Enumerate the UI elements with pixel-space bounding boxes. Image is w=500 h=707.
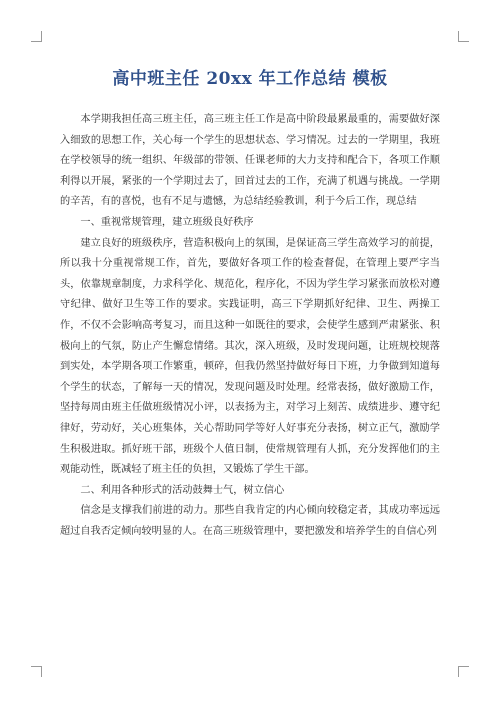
intro-paragraph: 本学期我担任高三班主任，高三班主任工作是高中阶段最累最重的，需要做好深入细致的思想工作，关心每一个学生的思想状态、学习情况。过去的一学期里，我班在学校领导的统一组织、年级部的带领、任课老师的大力支持和配合下，各项工作顺利得以开展，紧张的一个学期过去了，回首过去的工作，充满了机遇与挑战。一学期的辛苦，有的喜悦，也有不足与遗憾，为总结经验教训，利于今后工作，现总结: [60, 114, 440, 208]
document-body: [60, 110, 440, 542]
section-heading-2: 二、利用各种形式的活动鼓舞士气，树立信心: [80, 484, 285, 496]
crop-mark-bottom-right: [458, 666, 469, 677]
document-title: 高中班主任 20xx 年工作总结 模板: [112, 69, 388, 89]
section-2-paragraph: 信念是支撑我们前进的动力。那些自我肯定的内心倾向较稳定者，其成功率远远超过自我否定倾向较明显的人。在高三班级管理中，要把激发和培养学生的自信心列: [60, 505, 440, 537]
crop-mark-top-right: [458, 31, 469, 42]
section-1-paragraph: 建立良好的班级秩序，营造积极向上的氛围，是保证高三学生高效学习的前提，所以我十分重视常规工作，首先，要做好各项工作的检查督促，在管理上要严字当头，依靠规章制度，力求科学化、规范化，程序化，不因为学生学习紧张而放松对遵守纪律、做好卫生等工作的要求。实践证明，高三下学期抓好纪律、卫生、两操工作，不仅不会影响高考复习，而且这种一如既往的要求，会使学生感到严肃紧张、积极向上的气氛，防止产生懈怠情绪。其次，深入班级，及时发现问题，让班规校规落到实处，本学期各项工作繁重，顿碎，但我仍然坚持做好每日下班，力争做到知道每个学生的状态，了解每一天的情况，发现问题及时处理。经常表扬，做好激励工作，坚持每周由班主任做班级情况小评，以表扬为主，对学习上刻苦、成绩进步、遵守纪律好，劳动好，关心班集体，关心帮助同学等好人好事充分表扬，树立正气，激励学生积极进取。抓好班干部，班级个人值日制，使常规管理有人抓，充分发挥他们的主观能动性，既减轻了班主任的负担，又锻炼了学生干部。: [60, 237, 440, 476]
crop-mark-bottom-left: [31, 666, 42, 677]
section-heading-1: 一、重视常规管理，建立班级良好秩序: [80, 216, 254, 228]
crop-mark-top-left: [31, 31, 42, 42]
